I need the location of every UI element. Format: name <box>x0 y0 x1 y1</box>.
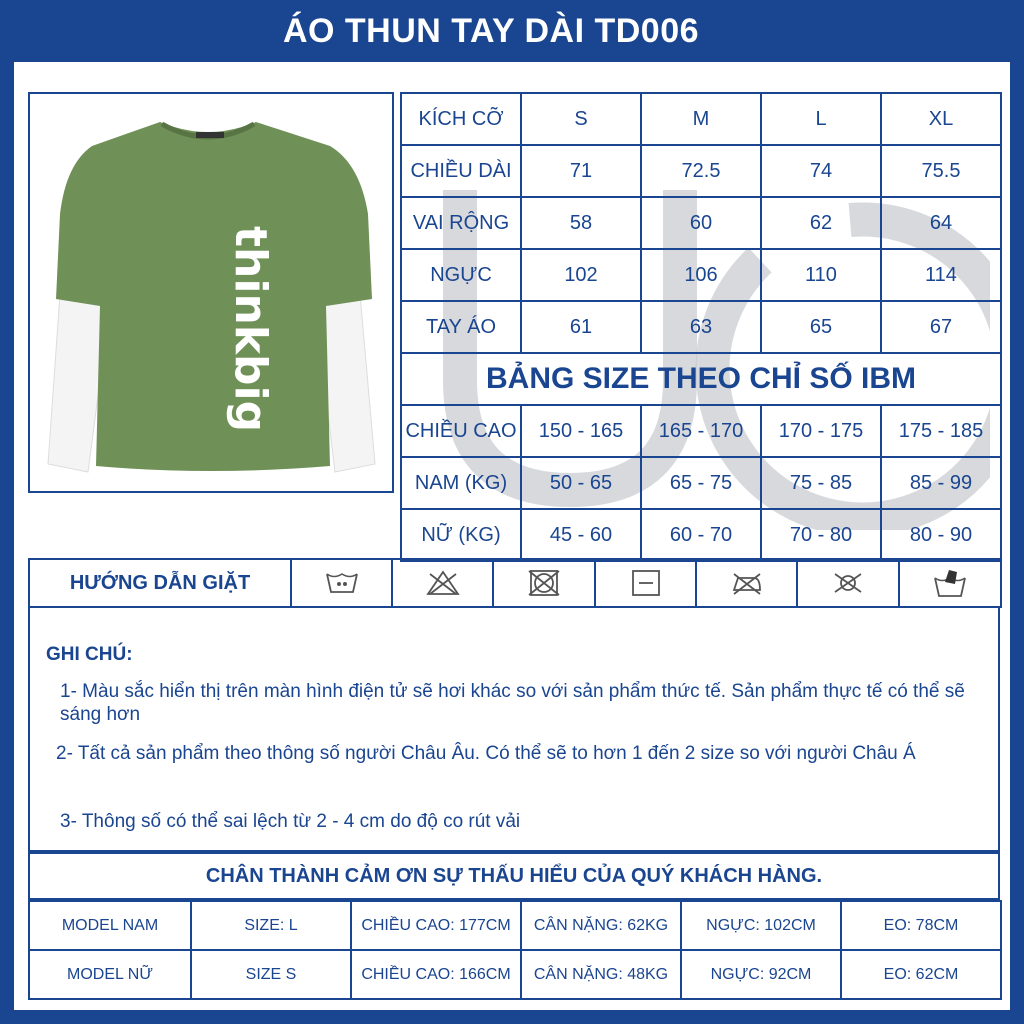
table-cell: CHIỀU CAO: 177CM <box>351 901 521 950</box>
table-cell: 106 <box>641 249 761 301</box>
table-cell: 74 <box>761 145 881 197</box>
table-row <box>401 301 1001 353</box>
table-cell: SIZE S <box>191 950 351 999</box>
table-cell: 64 <box>881 197 1001 249</box>
table-cell: CÂN NẶNG: 62KG <box>521 901 681 950</box>
note-item: 3- Thông số có thể sai lệch từ 2 - 4 cm do độ co rút vải <box>60 811 521 832</box>
page-title: ÁO THUN TAY DÀI TD006 <box>282 11 700 50</box>
note-item: 1- Màu sắc hiển thị trên màn hình điện tử sẽ hơi khác so với sản phẩm thức tế. Sản phẩm thực tế có thể sẽ sáng hơn <box>60 681 965 725</box>
table-cell: 102 <box>521 249 641 301</box>
hand-wash-icon <box>899 559 1001 607</box>
row-label: NAM (KG) <box>401 457 521 509</box>
notes-section <box>28 608 1000 852</box>
table-cell: 114 <box>881 249 1001 301</box>
table-cell: MODEL NAM <box>29 901 191 950</box>
size-header-label: KÍCH CỠ <box>401 93 521 145</box>
row-label: TAY ÁO <box>401 301 521 353</box>
size-header-row <box>401 93 1001 145</box>
wash-instructions <box>28 558 1002 608</box>
table-row <box>401 249 1001 301</box>
table-cell: EO: 62CM <box>841 950 1001 999</box>
table-cell: 62 <box>761 197 881 249</box>
no-iron-icon <box>696 559 797 607</box>
thanks-banner <box>28 852 1000 900</box>
row-label: NỮ (KG) <box>401 509 521 561</box>
table-cell: CHIỀU CAO: 166CM <box>351 950 521 999</box>
ibm-title-row <box>401 353 1001 405</box>
shirt-print-text: thinkbig <box>225 226 276 433</box>
model-table <box>28 900 1002 1000</box>
table-cell: 85 - 99 <box>881 457 1001 509</box>
table-cell: 170 - 175 <box>761 405 881 457</box>
no-tumble-dry-icon <box>493 559 595 607</box>
thanks-text: CHÂN THÀNH CẢM ƠN SỰ THẤU HIỂU CỦA QUÝ KHÁCH HÀNG. <box>205 864 823 887</box>
table-cell: CÂN NẶNG: 48KG <box>521 950 681 999</box>
table-cell: 65 <box>761 301 881 353</box>
table-cell: EO: 78CM <box>841 901 1001 950</box>
table-cell: 71 <box>521 145 641 197</box>
ibm-title: BẢNG SIZE THEO CHỈ SỐ IBM <box>401 353 1001 405</box>
size-m: M <box>641 93 761 145</box>
wash-label: HƯỚNG DẪN GIẶT <box>29 559 291 607</box>
table-row <box>401 145 1001 197</box>
table-cell: 72.5 <box>641 145 761 197</box>
table-cell: 50 - 65 <box>521 457 641 509</box>
table-cell: 80 - 90 <box>881 509 1001 561</box>
table-cell: 67 <box>881 301 1001 353</box>
no-bleach-icon <box>392 559 493 607</box>
table-row <box>401 457 1001 509</box>
size-table <box>400 92 1002 562</box>
table-cell: 110 <box>761 249 881 301</box>
table-cell: 65 - 75 <box>641 457 761 509</box>
table-cell: 75.5 <box>881 145 1001 197</box>
table-cell: NGỰC: 102CM <box>681 901 841 950</box>
product-image <box>28 92 394 493</box>
table-cell: 70 - 80 <box>761 509 881 561</box>
table-cell: 150 - 165 <box>521 405 641 457</box>
table-cell: 63 <box>641 301 761 353</box>
table-row <box>29 901 1001 950</box>
shirt-illustration <box>30 94 392 491</box>
table-cell: 75 - 85 <box>761 457 881 509</box>
table-cell: 165 - 170 <box>641 405 761 457</box>
flat-dry-icon <box>595 559 696 607</box>
table-cell: 58 <box>521 197 641 249</box>
row-label: NGỰC <box>401 249 521 301</box>
row-label: CHIỀU DÀI <box>401 145 521 197</box>
wash-30-icon <box>291 559 392 607</box>
table-cell: SIZE: L <box>191 901 351 950</box>
notes-heading: GHI CHÚ: <box>46 644 133 665</box>
note-item: 2- Tất cả sản phẩm theo thông số người Châu Âu. Có thể sẽ to hơn 1 đến 2 size so với người Châu Á <box>56 743 916 764</box>
size-xl: XL <box>881 93 1001 145</box>
size-l: L <box>761 93 881 145</box>
title-banner <box>216 0 766 62</box>
table-row <box>401 405 1001 457</box>
size-s: S <box>521 93 641 145</box>
table-cell: 175 - 185 <box>881 405 1001 457</box>
table-row <box>29 950 1001 999</box>
table-cell: NGỰC: 92CM <box>681 950 841 999</box>
row-label: CHIỀU CAO <box>401 405 521 457</box>
table-cell: MODEL NỮ <box>29 950 191 999</box>
table-cell: 60 <box>641 197 761 249</box>
table-row <box>401 509 1001 561</box>
row-label: VAI RỘNG <box>401 197 521 249</box>
table-row <box>401 197 1001 249</box>
table-cell: 45 - 60 <box>521 509 641 561</box>
no-dry-clean-icon <box>797 559 899 607</box>
table-cell: 60 - 70 <box>641 509 761 561</box>
table-cell: 61 <box>521 301 641 353</box>
shirt-tag <box>196 132 224 138</box>
